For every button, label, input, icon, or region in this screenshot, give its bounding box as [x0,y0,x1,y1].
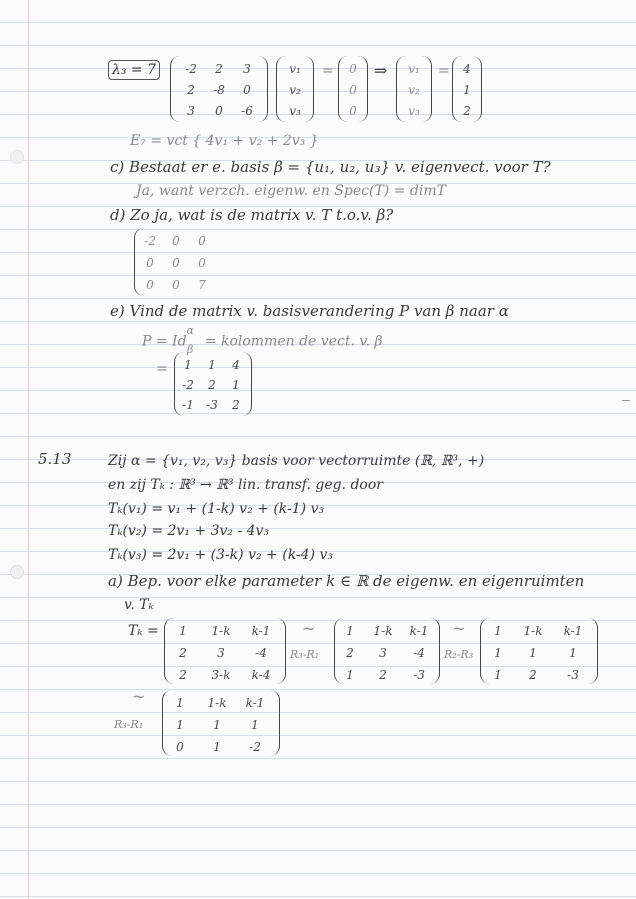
matrix-cell: 1 [346,624,354,638]
matrix-cell: 1 [494,668,502,682]
matrix-cell: 1 [179,624,187,638]
matrix-cell: 0 [146,278,154,292]
matrix-cell: -4 [413,646,425,660]
diagonal-matrix [134,228,225,296]
matrix-cell: 2 [379,668,387,682]
tilde-2: ~ [452,619,466,638]
vector-cell: 2 [463,104,471,118]
row-op-2: R₂-R₃ [444,648,474,661]
matrix-cell: 4 [232,358,240,372]
matrix-cell: 1 [494,646,502,660]
matrix-cell: 1 [208,358,216,372]
vector-cell: v₁ [289,62,301,76]
matrix-cell: -3 [206,398,218,412]
ex-line-4: Tₖ(v₂) = 2v₁ + 3v₂ - 4v₃ [108,523,270,539]
matrix-cell: 2 [208,378,216,392]
p-superscript: α [186,324,194,337]
matrix-cell: -2 [182,378,194,392]
part-a-line-1: a) Bep. voor elke parameter k ∈ ℝ de eigenw. en eigenruimten [108,572,585,590]
question-d: d) Zo ja, wat is de matrix v. T t.o.v. β? [110,206,394,224]
matrix-cell: 1 [176,696,184,710]
matrix-cell: -3 [567,668,579,682]
matrix-cell: k-1 [251,624,271,638]
unknowns-vector [276,56,314,122]
matrix-cell: -1 [182,398,194,412]
matrix-cell: 0 [176,740,184,754]
lambda3-label: λ₃ = 7 [108,60,160,80]
vector-cell: v₃ [289,104,301,118]
ex-line-2: en zij Tₖ : ℝ³ → ℝ³ lin. transf. geg. door [108,477,383,493]
matrix-cell: -2 [249,740,261,754]
matrix-cell: 2 [179,668,187,682]
row-op-3: R₃-R₁ [114,718,144,731]
matrix-cell: 1 [569,646,577,660]
answer-c: Ja, want verzch. eigenw. en Spec(T) = dimT [136,183,446,199]
tk-matrix-3 [480,618,598,684]
p-definition-rest: = kolommen de vect. v. β [204,333,383,350]
matrix-cell: 7 [198,278,206,292]
matrix-cell: 0 [172,256,180,270]
punch-hole-2 [10,565,24,579]
matrix-cell: 1 [494,624,502,638]
matrix-cell: 3 [217,646,225,660]
system-matrix [170,56,268,122]
matrix-cell: 1 [346,668,354,682]
equals-sign-2: = [438,63,450,79]
matrix-cell: 3-k [211,668,231,682]
tk-label: Tₖ = [128,623,159,639]
matrix-cell: k-4 [251,668,271,682]
matrix-cell: 1 [529,646,537,660]
unknowns-vector-2 [396,56,432,122]
tk-matrix-1 [164,618,286,684]
equals-sign: = [322,63,334,79]
matrix-cell: 0 [215,104,223,118]
matrix-cell: 1-k [373,624,393,638]
matrix-cell: 3 [187,104,195,118]
tk-matrix-4 [162,690,280,756]
eigenspace-line: E₇ = vct { 4v₁ + v₂ + 2v₃ } [130,133,319,149]
matrix-cell: 0 [172,234,180,248]
matrix-cell: 1 [213,718,221,732]
vector-cell: v₂ [289,83,301,97]
matrix-cell: 0 [146,256,154,270]
matrix-cell: 0 [243,83,251,97]
punch-hole-1 [10,150,24,164]
edge-mark [622,400,630,401]
vector-cell: 1 [463,83,471,97]
matrix-cell: 0 [198,256,206,270]
p-definition-start: P = Id [142,333,187,350]
exercise-number: 5.13 [38,450,72,468]
implies-arrow: ⇒ [374,61,388,80]
question-e: e) Vind de matrix v. basisverandering P van β naar α [110,302,509,320]
matrix-cell: -4 [255,646,267,660]
matrix-cell: -6 [241,104,253,118]
matrix-cell: 1-k [207,696,227,710]
matrix-cell: 1-k [523,624,543,638]
tilde-1: ~ [302,619,316,638]
matrix-cell: 1 [176,718,184,732]
matrix-cell: k-1 [245,696,265,710]
part-a-line-2: v. Tₖ [124,597,154,613]
matrix-cell: 0 [198,234,206,248]
question-c: c) Bestaat er e. basis β = {u₁, u₂, u₃} v. eigenvect. voor T? [110,158,551,176]
matrix-cell: 0 [172,278,180,292]
p-definition [142,324,383,357]
matrix-cell: 1 [232,378,240,392]
basis-change-matrix [174,352,252,416]
row-op-1: R₃-R₁ [290,648,320,661]
ex-line-3: Tₖ(v₁) = v₁ + (1-k) v₂ + (k-1) v₃ [108,501,325,517]
vector-cell: 0 [349,62,357,76]
matrix-cell: -2 [185,62,197,76]
matrix-cell: 2 [346,646,354,660]
matrix-cell: 1-k [211,624,231,638]
vector-cell: v₁ [408,62,420,76]
vector-cell: v₂ [408,83,420,97]
vector-cell: 0 [349,83,357,97]
matrix-cell: 2 [232,398,240,412]
matrix-cell: 1 [213,740,221,754]
zero-vector [338,56,368,122]
matrix-cell: 3 [379,646,387,660]
matrix-cell: 3 [243,62,251,76]
matrix-cell: 2 [215,62,223,76]
matrix-cell: 1 [184,358,192,372]
matrix-cell: -2 [144,234,156,248]
solution-vector [452,56,482,122]
p-subscript: β [186,343,194,357]
matrix-cell: 2 [179,646,187,660]
matrix-cell: 2 [529,668,537,682]
vector-cell: 4 [463,62,471,76]
equals-sign-p: = [156,361,168,377]
margin-line [28,0,29,899]
vector-cell: 0 [349,104,357,118]
vector-cell: v₃ [408,104,420,118]
matrix-cell: k-1 [409,624,429,638]
matrix-cell: 2 [187,83,195,97]
matrix-cell: -8 [213,83,225,97]
ex-line-1: Zij α = {v₁, v₂, v₃} basis voor vectorruimte (ℝ, ℝ³, +) [108,453,485,469]
matrix-cell: 1 [251,718,259,732]
matrix-cell: -3 [413,668,425,682]
matrix-cell: k-1 [563,624,583,638]
tk-matrix-2 [334,618,440,684]
ex-line-5: Tₖ(v₃) = 2v₁ + (3-k) v₂ + (k-4) v₃ [108,547,333,563]
tilde-3: ~ [132,687,146,706]
